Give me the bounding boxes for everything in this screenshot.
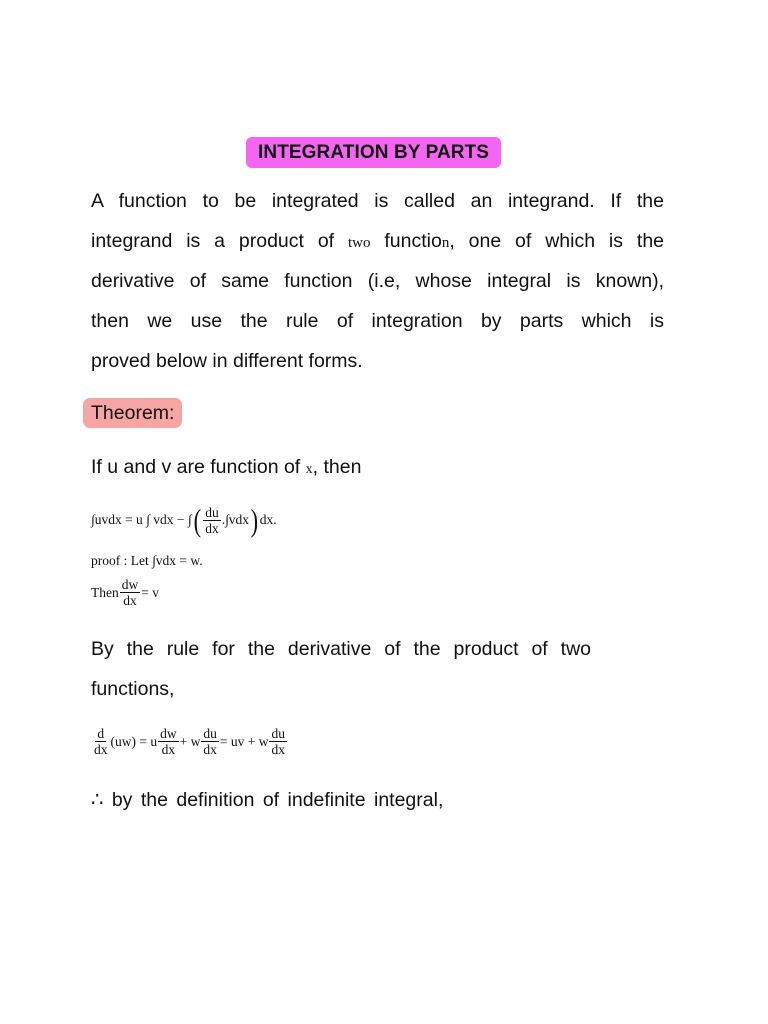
right-paren-icon: ) [250,502,259,538]
rule-line-1: By the rule for the derivative of the product of two [91,638,591,660]
statement-variable: x [305,462,313,477]
theorem-label: Theorem: [83,398,182,428]
proof-line: proof : Let ∫vdx = w. [91,553,203,568]
f2-du-den: dx [203,742,217,757]
intro-word-two: two [347,235,371,251]
formula-integration-by-parts [91,504,277,536]
f2-d-num: d [97,726,105,741]
therefore-line: ∴ by the definition of indefinite integral, [91,789,444,811]
rule-line-2: functions, [91,678,175,700]
formula1-tail: dx. [259,512,277,527]
left-paren-icon: ( [193,502,201,538]
f2-du-fraction [201,726,219,757]
f2-du2-num: du [271,726,285,741]
intro-line-2-b: , one of which is the [449,230,665,252]
intro-line-4: then we use the rule of integration by parts which is [91,310,664,332]
then-suffix: = v [141,584,159,600]
rule-paragraph [91,629,591,709]
then-fraction [120,577,141,608]
f2-part2: + w [179,733,201,749]
then-prefix: Then [91,584,119,600]
intro-line-2-a: integrand is a product of [91,230,335,252]
page-title: INTEGRATION BY PARTS [246,137,501,168]
intro-line-3: derivative of same function (i.e, whose integral is known), [91,270,664,292]
f2-du2-den: dx [271,742,285,757]
formula1-den: dx [205,520,219,536]
f2-part1: (uw) = u [110,733,158,749]
formula-product-rule [91,726,288,757]
f2-dw-num: dw [160,726,177,741]
intro-line-1: A function to be integrated is called an integrand. If the [91,190,664,212]
formula1-fraction [203,505,221,536]
f2-d-den: dx [94,742,108,757]
intro-paragraph [91,181,664,381]
intro-word-functio: functio [384,230,442,252]
intro-line-5: proved below in different forms. [91,350,363,372]
formula1-inner: .∫vdx [221,512,250,527]
f2-d-fraction [92,726,110,757]
f2-part3: = uv + w [219,733,269,749]
f2-du2-fraction [269,726,287,757]
formula1-num: du [205,504,219,520]
then-num: dw [121,577,139,592]
theorem-statement [91,452,361,485]
f2-dw-fraction [158,726,179,757]
then-line [91,577,159,608]
intro-letter-n: n [441,235,450,251]
statement-after: , then [312,456,362,478]
formula1-lhs: ∫uvdx = u ∫ vdx − ∫ [91,512,192,527]
then-den: dx [123,593,137,608]
f2-dw-den: dx [161,742,176,757]
intro-line-2 [91,221,664,261]
statement-before: If u and v are function of [91,456,301,478]
f2-du-num: du [203,726,217,741]
